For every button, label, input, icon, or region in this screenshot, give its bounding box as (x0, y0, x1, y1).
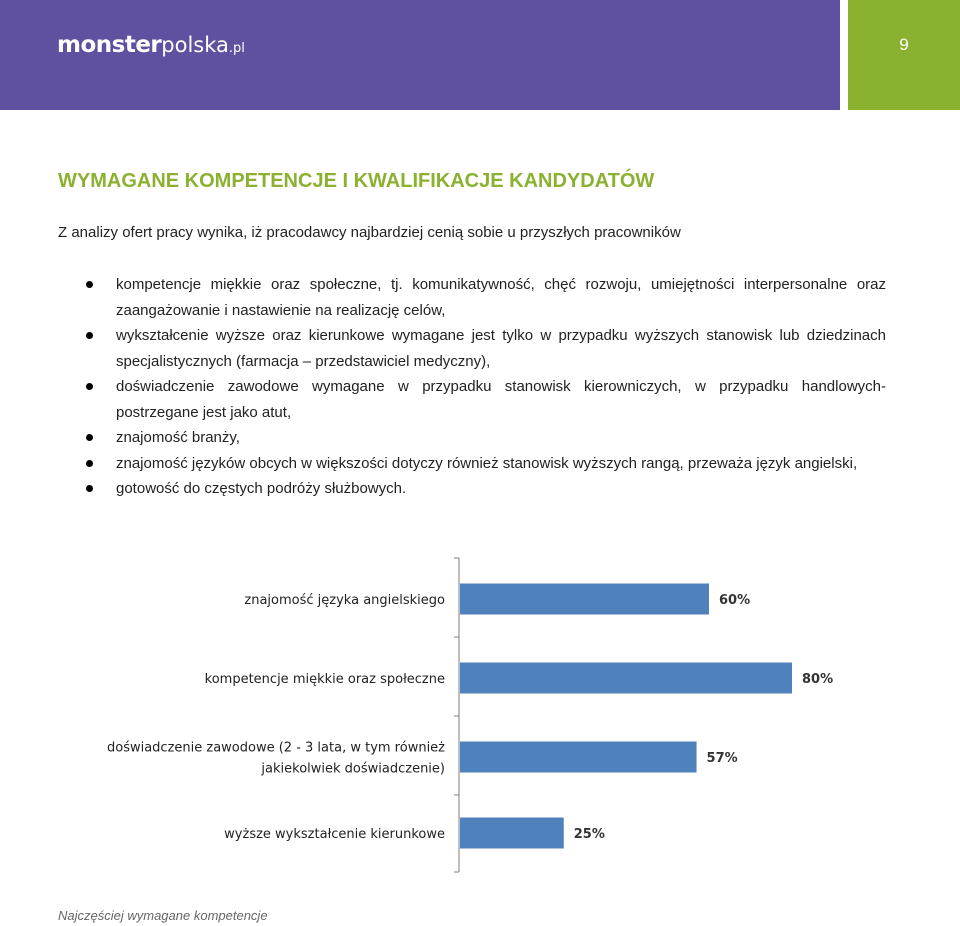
chart-value-label: 60% (719, 593, 751, 608)
logo-main: monster (57, 32, 162, 58)
list-item-text: wykształcenie wyższe oraz kierunkowe wymagane jest tylko w przypadku wyższych stanowisk lub dziedzinach specjalistycznych (farmacja – przedstawiciel medyczny), (116, 327, 886, 370)
list-item-text: znajomość branży, (116, 429, 240, 446)
chart-value-label: 25% (573, 827, 605, 842)
intro-text: Z analizy ofert pracy wynika, iż pracodawcy najbardziej cenią sobie u przyszłych pracowników (58, 224, 681, 241)
logo-tld: .pl (228, 41, 245, 56)
page-number: 9 (899, 35, 909, 54)
bullet-dot-icon (86, 460, 93, 467)
chart-value-label: 80% (802, 672, 834, 687)
bullet-dot-icon (86, 281, 93, 288)
chart-category-label: doświadczenie zawodowe (2 - 3 lata, w tym również (106, 740, 445, 756)
bullet-dot-icon (86, 485, 93, 492)
list-item (116, 476, 886, 502)
chart-bar (460, 818, 564, 849)
chart-caption: Najczęściej wymagane kompetencje (58, 908, 268, 923)
bullet-dot-icon (86, 332, 93, 339)
chart-bar (460, 742, 697, 773)
logo-sub: polska (161, 33, 229, 57)
list-item (116, 272, 886, 323)
chart-value-label: 57% (706, 751, 738, 766)
list-item (116, 323, 886, 374)
list-item (116, 374, 886, 425)
section-title: WYMAGANE KOMPETENCJE I KWALIFIKACJE KANDYDATÓW (58, 170, 655, 192)
bullet-dot-icon (86, 434, 93, 441)
chart-bar (460, 584, 709, 615)
list-item-text: doświadczenie zawodowe wymagane w przypadku stanowisk kierowniczych, w przypadku handlowych- postrzegane jest jako atut, (116, 378, 886, 421)
bullet-list (116, 272, 886, 502)
header-divider (840, 0, 848, 110)
list-item-text: kompetencje miękkie oraz społeczne, tj. komunikatywność, chęć rozwoju, umiejętności interpersonalne oraz zaangażowanie i nastawienie na realizację celów, (116, 276, 886, 319)
list-item-text: znajomość języków obcych w większości dotyczy również stanowisk wyższych rangą, przeważa język angielski, (116, 454, 858, 472)
competencies-bar-chart (0, 550, 960, 880)
list-item (116, 451, 886, 477)
chart-category-label: wyższe wykształcenie kierunkowe (224, 827, 445, 842)
chart-bar (460, 663, 792, 694)
chart-category-label: kompetencje miękkie oraz społeczne (204, 672, 445, 687)
list-item (116, 425, 886, 451)
chart-category-label: znajomość języka angielskiego (244, 593, 445, 608)
header-accent (848, 0, 960, 110)
chart-category-label: jakiekolwiek doświadczenie) (261, 761, 445, 777)
bullet-dot-icon (86, 383, 93, 390)
list-item-text: gotowość do częstych podróży służbowych. (116, 480, 407, 497)
monsterpolska-logo (57, 32, 245, 58)
